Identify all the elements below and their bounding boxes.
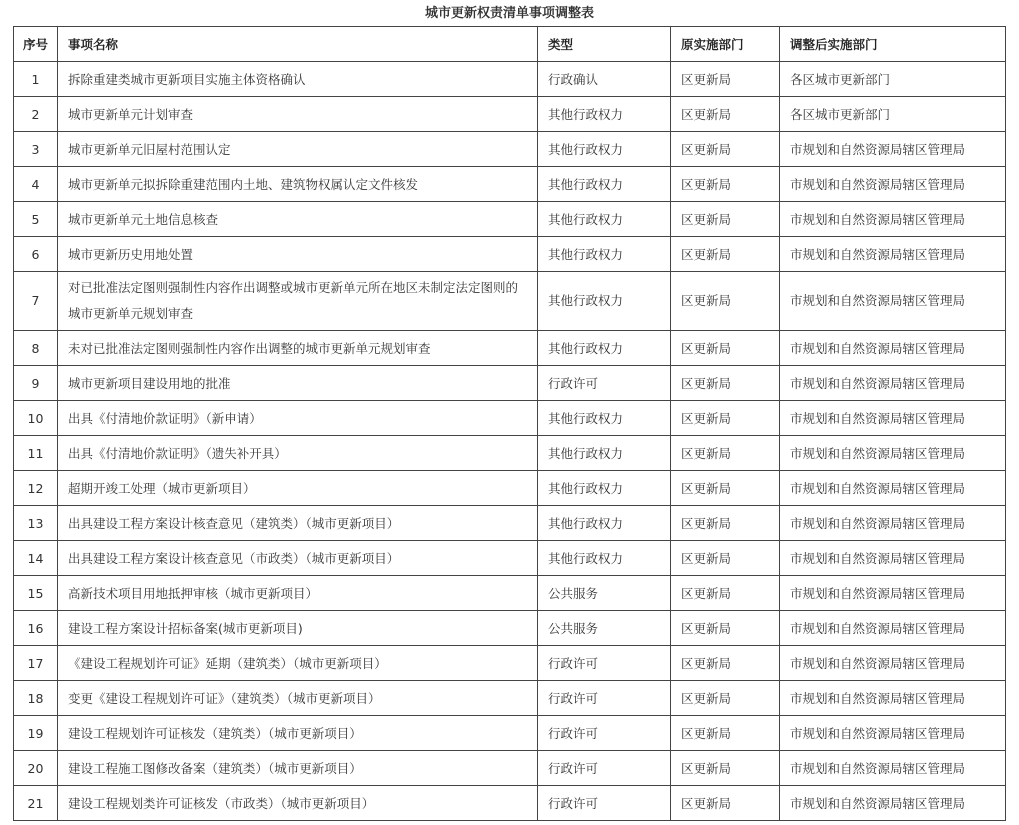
table-row — [14, 646, 1006, 681]
cell-type: 其他行政权力 — [538, 167, 671, 202]
cell-adjusted-dept: 市规划和自然资源局辖区管理局 — [780, 506, 1006, 541]
cell-type: 公共服务 — [538, 611, 671, 646]
cell-no: 12 — [14, 471, 58, 506]
cell-adjusted-dept: 市规划和自然资源局辖区管理局 — [780, 237, 1006, 272]
cell-type: 其他行政权力 — [538, 541, 671, 576]
table-row — [14, 541, 1006, 576]
cell-no: 18 — [14, 681, 58, 716]
cell-adjusted-dept: 市规划和自然资源局辖区管理局 — [780, 646, 1006, 681]
cell-type: 其他行政权力 — [538, 401, 671, 436]
cell-type: 其他行政权力 — [538, 237, 671, 272]
cell-item-name: 建设工程规划类许可证核发（市政类）（城市更新项目） — [58, 786, 538, 821]
cell-no: 9 — [14, 366, 58, 401]
cell-item-name: 城市更新项目建设用地的批准 — [58, 366, 538, 401]
table-row — [14, 62, 1006, 97]
cell-original-dept: 区更新局 — [671, 436, 780, 471]
cell-original-dept: 区更新局 — [671, 716, 780, 751]
cell-adjusted-dept: 市规划和自然资源局辖区管理局 — [780, 366, 1006, 401]
cell-no: 8 — [14, 331, 58, 366]
cell-type: 其他行政权力 — [538, 436, 671, 471]
cell-item-name: 城市更新单元旧屋村范围认定 — [58, 132, 538, 167]
cell-original-dept: 区更新局 — [671, 576, 780, 611]
cell-type: 行政许可 — [538, 366, 671, 401]
cell-adjusted-dept: 市规划和自然资源局辖区管理局 — [780, 202, 1006, 237]
cell-type: 其他行政权力 — [538, 132, 671, 167]
cell-adjusted-dept: 市规划和自然资源局辖区管理局 — [780, 272, 1006, 331]
table-row — [14, 202, 1006, 237]
cell-type: 其他行政权力 — [538, 272, 671, 331]
column-header-original-dept: 原实施部门 — [671, 27, 780, 62]
table-row — [14, 576, 1006, 611]
cell-adjusted-dept: 市规划和自然资源局辖区管理局 — [780, 132, 1006, 167]
cell-original-dept: 区更新局 — [671, 62, 780, 97]
cell-item-name: 城市更新单元土地信息核查 — [58, 202, 538, 237]
cell-item-name: 建设工程方案设计招标备案(城市更新项目) — [58, 611, 538, 646]
column-header-type: 类型 — [538, 27, 671, 62]
table-body — [14, 62, 1006, 821]
cell-adjusted-dept: 市规划和自然资源局辖区管理局 — [780, 751, 1006, 786]
cell-original-dept: 区更新局 — [671, 331, 780, 366]
cell-no: 6 — [14, 237, 58, 272]
cell-no: 2 — [14, 97, 58, 132]
cell-no: 14 — [14, 541, 58, 576]
cell-type: 行政许可 — [538, 786, 671, 821]
cell-adjusted-dept: 市规划和自然资源局辖区管理局 — [780, 611, 1006, 646]
cell-original-dept: 区更新局 — [671, 237, 780, 272]
cell-adjusted-dept: 各区城市更新部门 — [780, 97, 1006, 132]
cell-original-dept: 区更新局 — [671, 202, 780, 237]
cell-original-dept: 区更新局 — [671, 541, 780, 576]
cell-item-name: 出具《付清地价款证明》（新申请） — [58, 401, 538, 436]
table-row — [14, 331, 1006, 366]
cell-type: 其他行政权力 — [538, 331, 671, 366]
cell-no: 15 — [14, 576, 58, 611]
cell-adjusted-dept: 市规划和自然资源局辖区管理局 — [780, 331, 1006, 366]
cell-item-name: 对已批准法定图则强制性内容作出调整或城市更新单元所在地区未制定法定图则的城市更新单元规划审查 — [58, 272, 538, 331]
cell-type: 行政许可 — [538, 681, 671, 716]
cell-adjusted-dept: 市规划和自然资源局辖区管理局 — [780, 471, 1006, 506]
cell-adjusted-dept: 市规划和自然资源局辖区管理局 — [780, 786, 1006, 821]
cell-item-name: 高新技术项目用地抵押审核（城市更新项目） — [58, 576, 538, 611]
cell-no: 7 — [14, 272, 58, 331]
cell-original-dept: 区更新局 — [671, 132, 780, 167]
cell-adjusted-dept: 市规划和自然资源局辖区管理局 — [780, 576, 1006, 611]
table-title: 城市更新权责清单事项调整表 — [424, 6, 594, 21]
table-row — [14, 132, 1006, 167]
table-row — [14, 436, 1006, 471]
cell-original-dept: 区更新局 — [671, 506, 780, 541]
cell-type: 其他行政权力 — [538, 506, 671, 541]
cell-adjusted-dept: 市规划和自然资源局辖区管理局 — [780, 167, 1006, 202]
cell-type: 其他行政权力 — [538, 97, 671, 132]
cell-no: 16 — [14, 611, 58, 646]
cell-no: 11 — [14, 436, 58, 471]
table-row — [14, 97, 1006, 132]
table-row — [14, 506, 1006, 541]
cell-item-name: 建设工程施工图修改备案（建筑类）（城市更新项目） — [58, 751, 538, 786]
table-header-row — [14, 27, 1006, 62]
cell-type: 公共服务 — [538, 576, 671, 611]
cell-adjusted-dept: 市规划和自然资源局辖区管理局 — [780, 716, 1006, 751]
cell-original-dept: 区更新局 — [671, 681, 780, 716]
table-row — [14, 611, 1006, 646]
table-row — [14, 237, 1006, 272]
table-row — [14, 751, 1006, 786]
adjustment-table — [13, 26, 1006, 821]
cell-original-dept: 区更新局 — [671, 646, 780, 681]
cell-type: 行政确认 — [538, 62, 671, 97]
table-row — [14, 471, 1006, 506]
table-row — [14, 272, 1006, 331]
cell-original-dept: 区更新局 — [671, 471, 780, 506]
cell-type: 行政许可 — [538, 751, 671, 786]
cell-no: 3 — [14, 132, 58, 167]
cell-original-dept: 区更新局 — [671, 97, 780, 132]
column-header-no: 序号 — [14, 27, 58, 62]
cell-no: 20 — [14, 751, 58, 786]
cell-adjusted-dept: 市规划和自然资源局辖区管理局 — [780, 436, 1006, 471]
cell-item-name: 城市更新历史用地处置 — [58, 237, 538, 272]
cell-item-name: 拆除重建类城市更新项目实施主体资格确认 — [58, 62, 538, 97]
cell-item-name: 建设工程规划许可证核发（建筑类）（城市更新项目） — [58, 716, 538, 751]
cell-no: 19 — [14, 716, 58, 751]
cell-type: 其他行政权力 — [538, 202, 671, 237]
cell-original-dept: 区更新局 — [671, 366, 780, 401]
cell-no: 10 — [14, 401, 58, 436]
cell-item-name: 出具建设工程方案设计核查意见（市政类）（城市更新项目） — [58, 541, 538, 576]
cell-adjusted-dept: 各区城市更新部门 — [780, 62, 1006, 97]
cell-no: 17 — [14, 646, 58, 681]
cell-no: 13 — [14, 506, 58, 541]
cell-original-dept: 区更新局 — [671, 786, 780, 821]
table-row — [14, 716, 1006, 751]
cell-original-dept: 区更新局 — [671, 751, 780, 786]
cell-original-dept: 区更新局 — [671, 401, 780, 436]
cell-no: 5 — [14, 202, 58, 237]
cell-item-name: 《建设工程规划许可证》延期（建筑类）（城市更新项目） — [58, 646, 538, 681]
cell-no: 4 — [14, 167, 58, 202]
cell-type: 其他行政权力 — [538, 471, 671, 506]
cell-item-name: 城市更新单元计划审查 — [58, 97, 538, 132]
cell-adjusted-dept: 市规划和自然资源局辖区管理局 — [780, 541, 1006, 576]
cell-original-dept: 区更新局 — [671, 611, 780, 646]
table-row — [14, 366, 1006, 401]
column-header-name: 事项名称 — [58, 27, 538, 62]
cell-item-name: 城市更新单元拟拆除重建范围内土地、建筑物权属认定文件核发 — [58, 167, 538, 202]
table-row — [14, 167, 1006, 202]
cell-item-name: 超期开竣工处理（城市更新项目） — [58, 471, 538, 506]
cell-item-name: 出具《付清地价款证明》（遗失补开具） — [58, 436, 538, 471]
cell-adjusted-dept: 市规划和自然资源局辖区管理局 — [780, 681, 1006, 716]
cell-item-name: 变更《建设工程规划许可证》（建筑类）（城市更新项目） — [58, 681, 538, 716]
cell-adjusted-dept: 市规划和自然资源局辖区管理局 — [780, 401, 1006, 436]
cell-original-dept: 区更新局 — [671, 167, 780, 202]
column-header-adjusted-dept: 调整后实施部门 — [780, 27, 1006, 62]
table-row — [14, 786, 1006, 821]
cell-no: 1 — [14, 62, 58, 97]
cell-type: 行政许可 — [538, 716, 671, 751]
cell-no: 21 — [14, 786, 58, 821]
cell-item-name: 未对已批准法定图则强制性内容作出调整的城市更新单元规划审查 — [58, 331, 538, 366]
cell-original-dept: 区更新局 — [671, 272, 780, 331]
cell-item-name: 出具建设工程方案设计核查意见（建筑类）（城市更新项目） — [58, 506, 538, 541]
cell-type: 行政许可 — [538, 646, 671, 681]
table-row — [14, 681, 1006, 716]
table-row — [14, 401, 1006, 436]
